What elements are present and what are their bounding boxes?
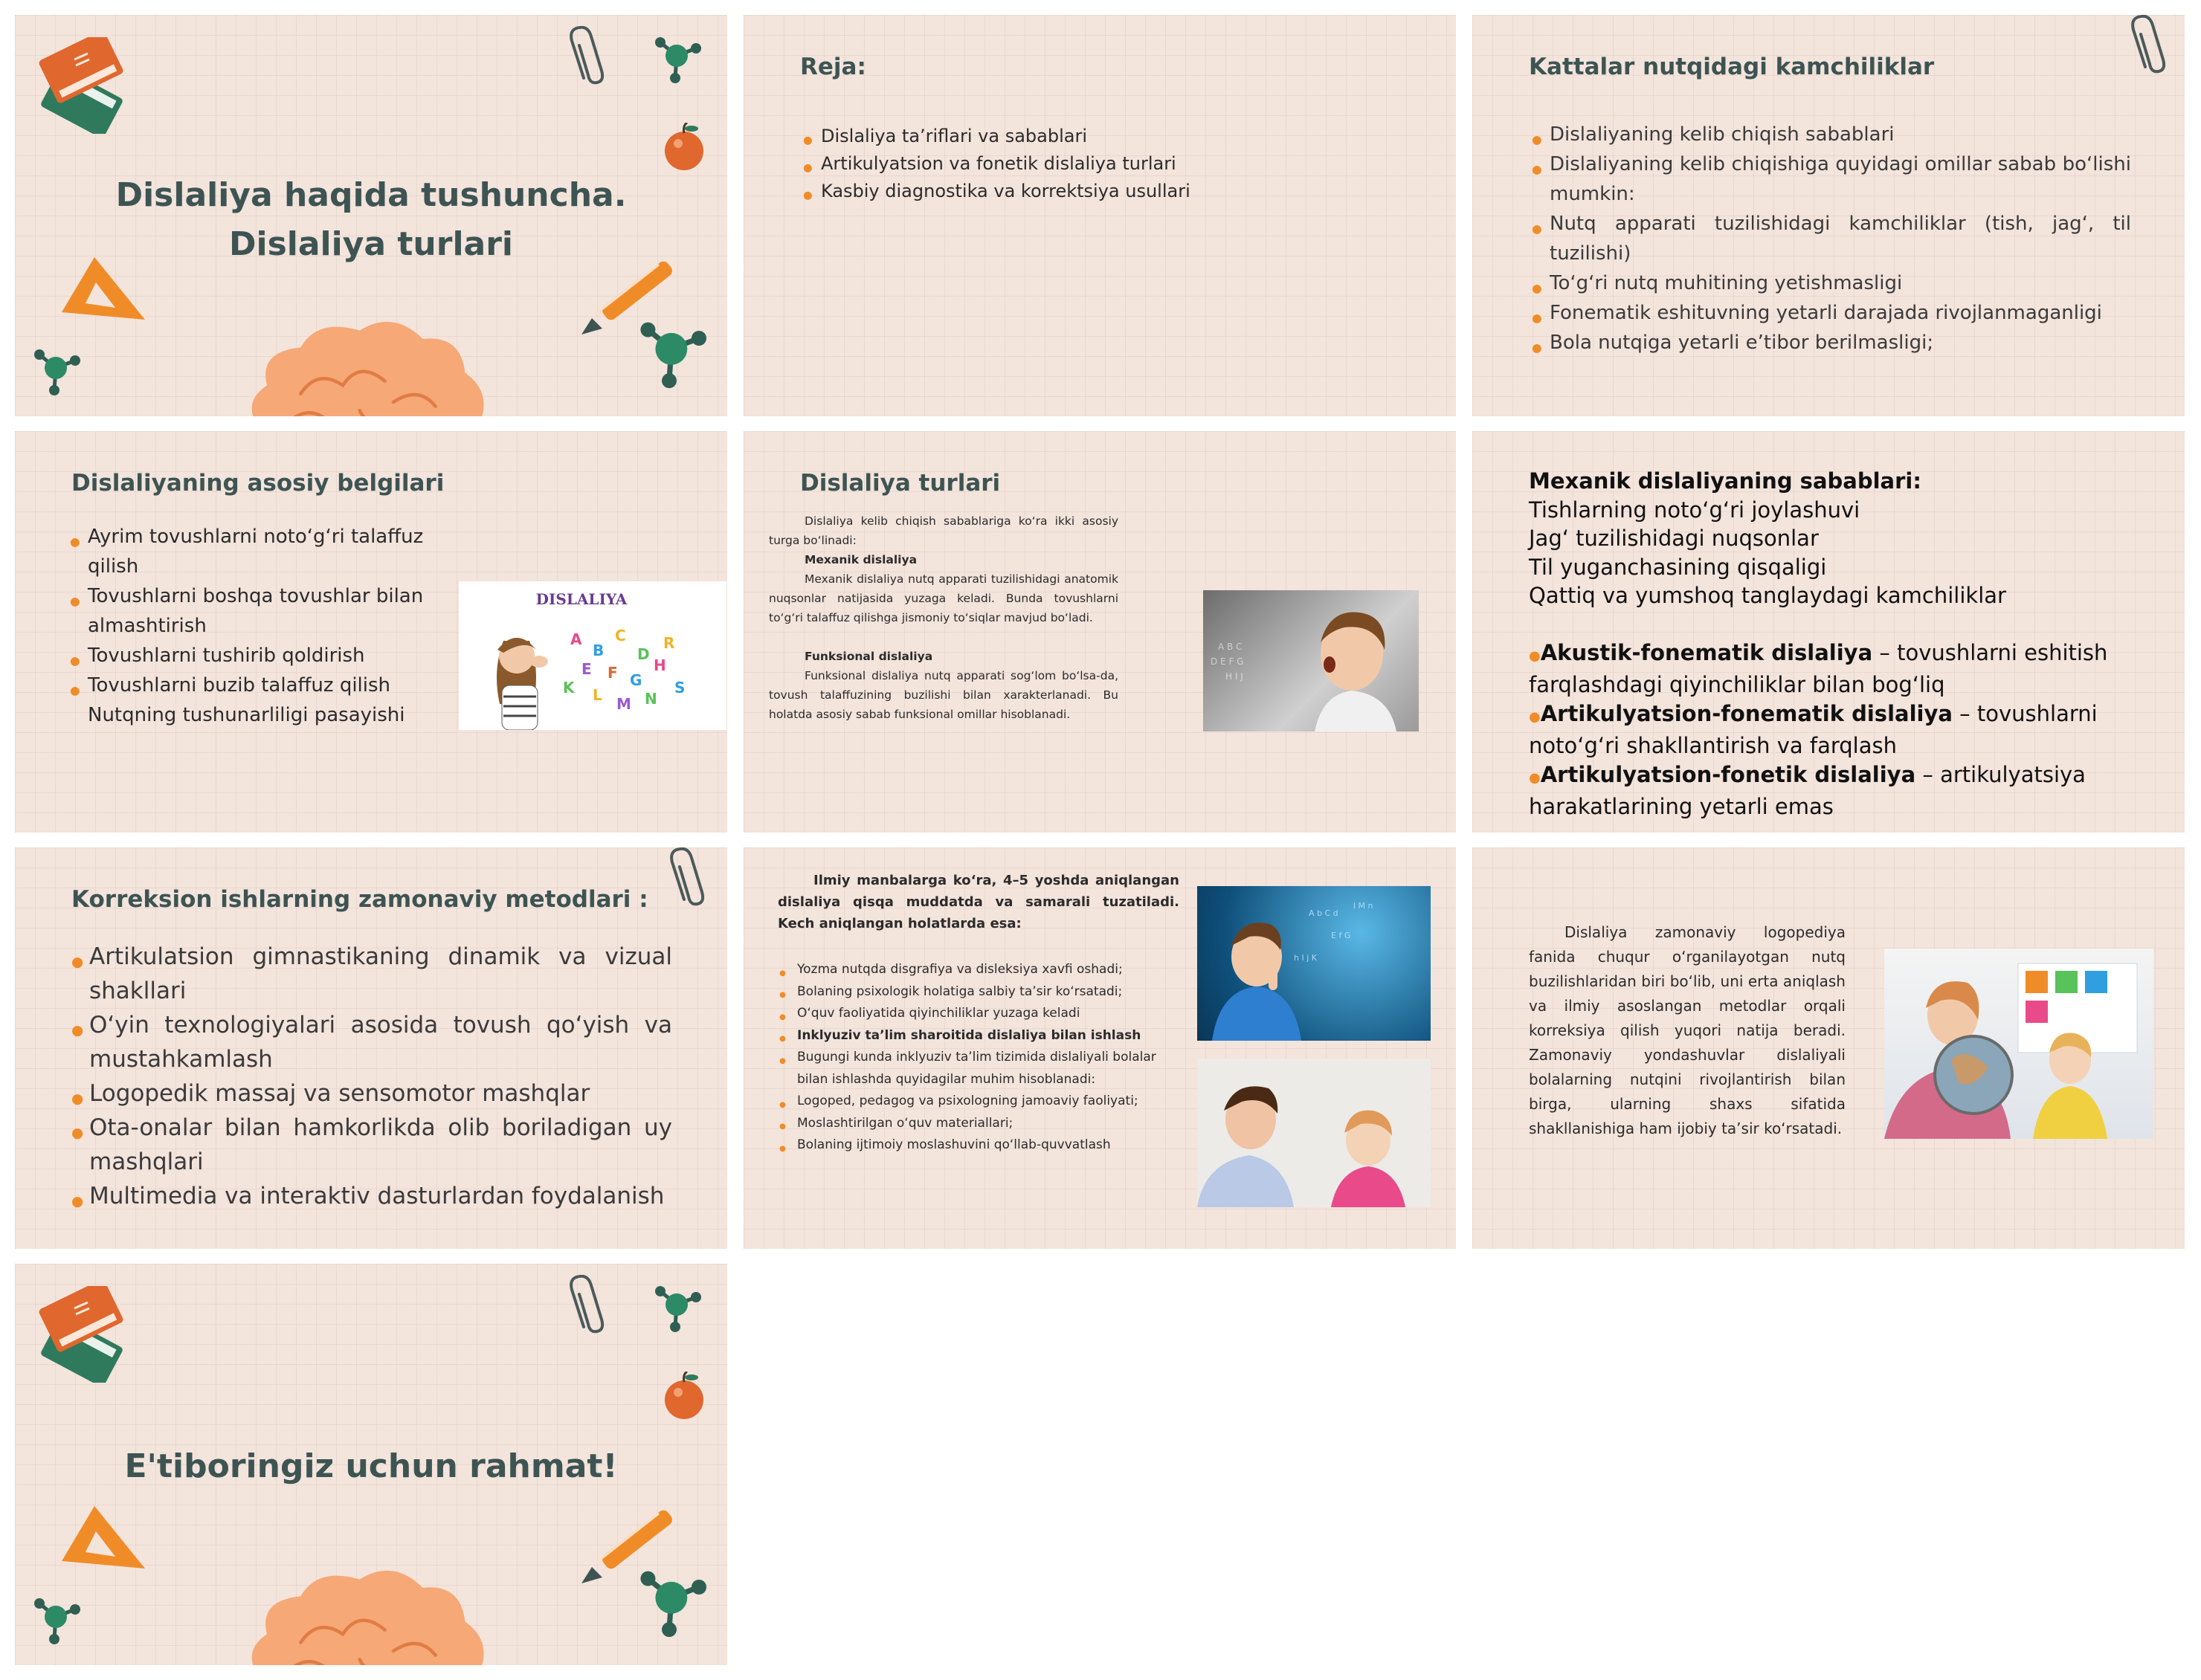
list-item: ● Logoped, pedagog va psixologning jamoaviy faoliyati; bbox=[778, 1091, 1179, 1113]
apple-icon bbox=[662, 1372, 708, 1421]
functional-heading: Funksional dislaliya bbox=[805, 650, 933, 663]
list-item: ● Dislaliyaning kelib chiqish sabablari bbox=[1530, 120, 2131, 149]
svg-text:L: L bbox=[593, 686, 602, 704]
svg-text:R: R bbox=[663, 634, 675, 652]
brain-illustration bbox=[227, 1550, 509, 1665]
list-item: ● Bolaning psixologik holatiga salbiy ta’sir ko‘rsatadi; bbox=[778, 981, 1179, 1004]
svg-text:D E F G: D E F G bbox=[1211, 656, 1244, 667]
paperclip-icon bbox=[569, 26, 606, 85]
causes-block bbox=[1529, 467, 2161, 821]
late-detection-intro: Ilmiy manbalarga ko‘ra, 4–5 yoshda aniqlangan dislaliya qisqa muddatda va samarali tuzatiladi. Kech aniqlangan holatlarda esa: bbox=[778, 873, 1179, 931]
boy-speaking-photo bbox=[1203, 590, 1419, 731]
list-item: ● Tovushlarni buzib talaffuz qilish Nutqning tushunarliligi pasayishi bbox=[68, 671, 440, 730]
conclusion-text: Dislaliya zamonaviy logopediya fanida chuqur o‘rganilayotgan nutq buzilishlaridan biri bo‘lib, uni erta aniqlash va ilmiy asoslangan metodlar orqali korreksiya qilish yuqori natija beradi. Zamonaviy yondashuvlar dislaliyali bolalarning nutqini rivojlantirish bilan birga, ularning shaxs sifatida shakllanishiga ham ijobiy ta’sir ko‘rsatadi. bbox=[1529, 923, 1846, 1137]
svg-text:C: C bbox=[615, 627, 626, 644]
slide-3-adult-speech[interactable] bbox=[1472, 15, 2185, 416]
list-item: ● Moslashtirilgan o‘quv materiallari; bbox=[778, 1113, 1179, 1135]
causes-list bbox=[1530, 120, 2131, 358]
teacher-child-globe-photo bbox=[1884, 949, 2153, 1139]
slide-8-late-detection[interactable] bbox=[744, 847, 1456, 1249]
functional-text: Funksional dislaliya nutq apparati sog‘lom bo‘lsa-da, tovush talaffuzining buzilishi bilan xarakterlanadi. Bu holatda asosiy sabab funksional omillar hisoblanadi. bbox=[769, 669, 1118, 721]
list-item: ● To‘g‘ri nutq muhitining yetishmasligi bbox=[1530, 268, 2131, 298]
slide-title: Dislaliya haqida tushuncha. Dislaliya turlari bbox=[115, 176, 627, 263]
svg-text:D: D bbox=[637, 645, 650, 663]
svg-text:H: H bbox=[654, 656, 666, 674]
therapist-child-photo bbox=[1197, 1059, 1431, 1207]
bullet-dot: ● bbox=[1529, 769, 1541, 786]
slide-title: Dislaliya turlari bbox=[800, 470, 1001, 497]
slide-1-title[interactable] bbox=[15, 15, 727, 416]
cause-line: Tishlarning noto‘g‘ri joylashuvi bbox=[1529, 497, 1860, 523]
slide-9-conclusion[interactable] bbox=[1472, 847, 2185, 1249]
cause-line: Jag‘ tuzilishidagi nuqsonlar bbox=[1529, 526, 1819, 551]
list-item: ● Bola nutqiga yetarli e’tibor berilmasligi; bbox=[1530, 328, 2131, 358]
mechanical-text: Mexanik dislaliya nutq apparati tuzilishidagi anatomik nuqsonlar natijasida yuzaga keladi. Bunda tovushlarni to‘g‘ri talaffuz qilishga jismoniy to‘siqlar mavjud bo‘ladi. bbox=[769, 572, 1118, 624]
svg-text:N: N bbox=[645, 690, 657, 708]
slide-5-types[interactable] bbox=[744, 431, 1456, 833]
slide-title: Dislaliyaning asosiy belgilari bbox=[71, 470, 445, 497]
list-item: ● Nutq apparati tuzilishidagi kamchiliklar (tish, jag‘, til tuzilishi) bbox=[1530, 209, 2131, 268]
triangle-ruler-icon bbox=[56, 1503, 151, 1571]
books-icon bbox=[37, 1286, 126, 1383]
cause-line: Qattiq va yumshoq tanglaydagi kamchiliklar bbox=[1529, 583, 2006, 608]
books-icon bbox=[37, 37, 126, 134]
molecule-icon bbox=[639, 316, 714, 398]
list-item: ● Tovushlarni boshqa tovushlar bilan almashtirish bbox=[68, 581, 440, 641]
list-item: ● Inklyuziv ta’lim sharoitida dislaliya bilan ishlash bbox=[778, 1025, 1179, 1047]
paperclip-icon bbox=[569, 1275, 606, 1334]
svg-text:A: A bbox=[570, 630, 582, 648]
list-item: ● Yozma nutqda disgrafiya va disleksiya xavfi oshadi; bbox=[778, 959, 1179, 981]
type-definition: ●Artikulyatsion-fonetik dislaliya – artikulyatsiya harakatlarining yetarli emas bbox=[1529, 761, 2086, 819]
paperclip-icon bbox=[669, 847, 706, 907]
slide-title: Kattalar nutqidagi kamchiliklar bbox=[1529, 54, 1935, 80]
signs-list bbox=[68, 522, 440, 730]
svg-text:B: B bbox=[593, 642, 605, 659]
list-item: ● Kasbiy diagnostika va korrektsiya usullari bbox=[802, 178, 1396, 205]
boy-icon bbox=[1197, 886, 1431, 1041]
girl-shouting-icon bbox=[459, 581, 726, 730]
therapist-child-icon bbox=[1197, 1059, 1431, 1207]
methods-list bbox=[70, 940, 672, 1213]
list-item: ● Dislaliya ta’riflari va sabablari bbox=[802, 123, 1396, 150]
molecule-icon bbox=[33, 1595, 86, 1650]
slide-title: E'tiboringiz uchun rahmat! bbox=[124, 1447, 618, 1485]
apple-icon bbox=[662, 123, 708, 172]
list-item: ● Fonematik eshituvning yetarli darajada rivojlanmaganligi bbox=[1530, 298, 2131, 328]
slide-10-thanks[interactable] bbox=[15, 1264, 727, 1665]
plan-list bbox=[802, 123, 1396, 205]
list-item: ● Artikulyatsion va fonetik dislaliya turlari bbox=[802, 150, 1396, 178]
paperclip-icon bbox=[2130, 15, 2168, 74]
list-item: ● Ota-onalar bilan hamkorlikda olib boriladigan uy mashqlari bbox=[70, 1111, 672, 1179]
svg-text:A B C: A B C bbox=[1218, 642, 1243, 652]
svg-text:A b C d: A b C d bbox=[1309, 908, 1338, 918]
molecule-icon bbox=[639, 1565, 714, 1647]
globe-icon bbox=[1884, 949, 2153, 1139]
list-item: ● Ayrim tovushlarni noto‘g‘ri talaffuz qilish bbox=[68, 522, 440, 581]
list-item: ● Multimedia va interaktiv dasturlardan foydalanish bbox=[70, 1179, 672, 1213]
bullet-dot: ● bbox=[1529, 708, 1541, 725]
cause-line: Til yuganchasining qisqaligi bbox=[1529, 554, 1827, 580]
types-intro: Dislaliya kelib chiqish sabablariga ko‘ra ikki asosiy turga bo‘linadi: bbox=[769, 514, 1118, 547]
slide-4-signs[interactable] bbox=[15, 431, 727, 833]
svg-text:l M n: l M n bbox=[1353, 901, 1373, 911]
bullet-dot: ● bbox=[1529, 647, 1541, 664]
molecule-icon bbox=[33, 346, 86, 401]
svg-text:E: E bbox=[581, 660, 592, 678]
boy-icon bbox=[1203, 590, 1419, 731]
slide-title: Reja: bbox=[800, 54, 866, 80]
list-item: ● Dislaliyaning kelib chiqishiga quyidagi omillar sabab bo‘lishi mumkin: bbox=[1530, 149, 2131, 209]
svg-text:H I J: H I J bbox=[1225, 671, 1243, 682]
list-item: ● Artikulatsion gimnastikaning dinamik va vizual shakllari bbox=[70, 940, 672, 1008]
list-item: ● O‘quv faoliyatida qiyinchiliklar yuzaga keladi bbox=[778, 1003, 1179, 1025]
slide-6-causes[interactable] bbox=[1472, 431, 2185, 833]
mechanical-heading: Mexanik dislaliya bbox=[805, 553, 918, 566]
svg-text:K: K bbox=[563, 679, 575, 697]
brain-illustration bbox=[227, 301, 509, 416]
dislalia-illustration bbox=[459, 581, 726, 730]
svg-text:h I j K: h I j K bbox=[1294, 953, 1317, 963]
type-definition: ●Artikulyatsion-fonematik dislaliya – tovushlarni noto‘g‘ri shakllantirish va farqlash bbox=[1529, 700, 2098, 758]
boy-thinking-photo bbox=[1197, 886, 1431, 1041]
list-item: ● Bolaning ijtimoiy moslashuvini qo‘llab-quvvatlash bbox=[778, 1134, 1179, 1157]
slide-title: Korreksion ishlarning zamonaviy metodlari : bbox=[71, 886, 648, 913]
svg-text:M: M bbox=[616, 695, 631, 713]
svg-text:S: S bbox=[674, 679, 686, 697]
svg-text:F: F bbox=[608, 664, 618, 682]
list-item: ● Logopedik massaj va sensomotor mashqlar bbox=[70, 1076, 672, 1111]
list-item: ● Bugungi kunda inklyuziv ta’lim tizimida dislaliyali bolalar bilan ishlashda quyidagilar muhim hisoblanadi: bbox=[778, 1047, 1179, 1091]
consequences-list bbox=[778, 959, 1179, 1157]
svg-text:G: G bbox=[630, 671, 642, 689]
molecule-icon bbox=[654, 33, 706, 89]
type-definition: ●Akustik-fonematik dislaliya – tovushlarni eshitish farqlashdagi qiyinchiliklar bilan bog‘liq bbox=[1529, 639, 2108, 697]
image-caption: DISLALIYA bbox=[535, 590, 628, 608]
molecule-icon bbox=[654, 1282, 706, 1338]
list-item: ● Tovushlarni tushirib qoldirish bbox=[68, 641, 440, 671]
list-item: ● O‘yin texnologiyalari asosida tovush qo‘yish va mustahkamlash bbox=[70, 1008, 672, 1076]
slide-2-plan[interactable] bbox=[744, 15, 1456, 416]
svg-text:E f G: E f G bbox=[1331, 931, 1351, 940]
causes-title: Mexanik dislaliyaning sabablari: bbox=[1529, 468, 1921, 494]
slide-7-methods[interactable] bbox=[15, 847, 727, 1249]
